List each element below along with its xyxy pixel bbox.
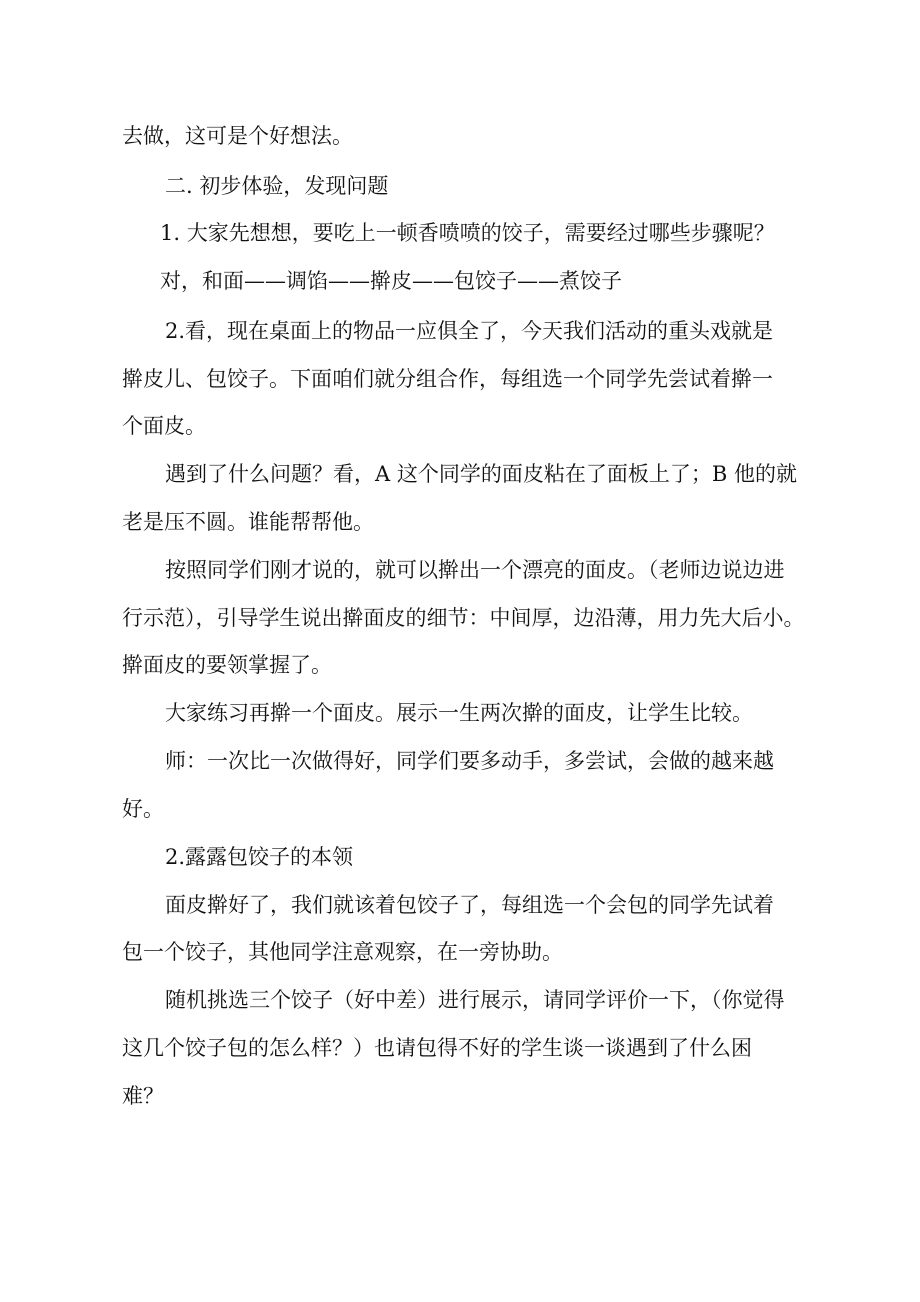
text-line: 老是压不圆。谁能帮帮他。 [122,510,374,534]
text-line: 去做，这可是个好想法。 [122,124,353,148]
text-line: 师：一次比一次做得好，同学们要多动手，多尝试，会做的越来越 [165,749,774,773]
text-line: 面皮擀好了，我们就该着包饺子了，每组选一个会包的同学先试着 [165,893,774,917]
text-line: 擀面皮的要领掌握了。 [122,653,332,677]
text-line: 随机挑选三个饺子（好中差）进行展示，请同学评价一下，（你觉得 [165,988,785,1012]
text-line: 行示范），引导学生说出擀面皮的细节：中间厚，边沿薄，用力先大后小。 [122,606,805,630]
text-line: 包一个饺子，其他同学注意观察，在一旁协助。 [122,940,563,964]
text-line: 1. 大家先想想，要吃上一顿香喷喷的饺子，需要经过哪些步骤呢？ [160,221,775,245]
text-line: 难？ [122,1084,164,1108]
text-line: 擀皮儿、包饺子。下面咱们就分组合作，每组选一个同学先尝试着擀一 [122,367,773,391]
text-line: 对，和面——调馅——擀皮——包饺子——煮饺子 [160,269,622,293]
text-line: 好。 [122,797,164,821]
text-line: 这几个饺子包的怎么样？）也请包得不好的学生谈一谈遇到了什么困 [122,1036,752,1060]
text-line: 个面皮。 [122,414,206,438]
text-line: 按照同学们刚才说的，就可以擀出一个漂亮的面皮。（老师边说边进 [165,558,785,582]
text-line: 遇到了什么问题？看，A 这个同学的面皮粘在了面板上了；B 他的就 [165,462,797,486]
section-heading: 二. 初步体验，发现问题 [165,174,389,198]
subsection-heading: 2.露露包饺子的本领 [165,845,354,869]
text-line: 大家练习再擀一个面皮。展示一生两次擀的面皮，让学生比较。 [165,701,753,725]
text-line: 2.看，现在桌面上的物品一应俱全了，今天我们活动的重头戏就是 [165,319,774,343]
